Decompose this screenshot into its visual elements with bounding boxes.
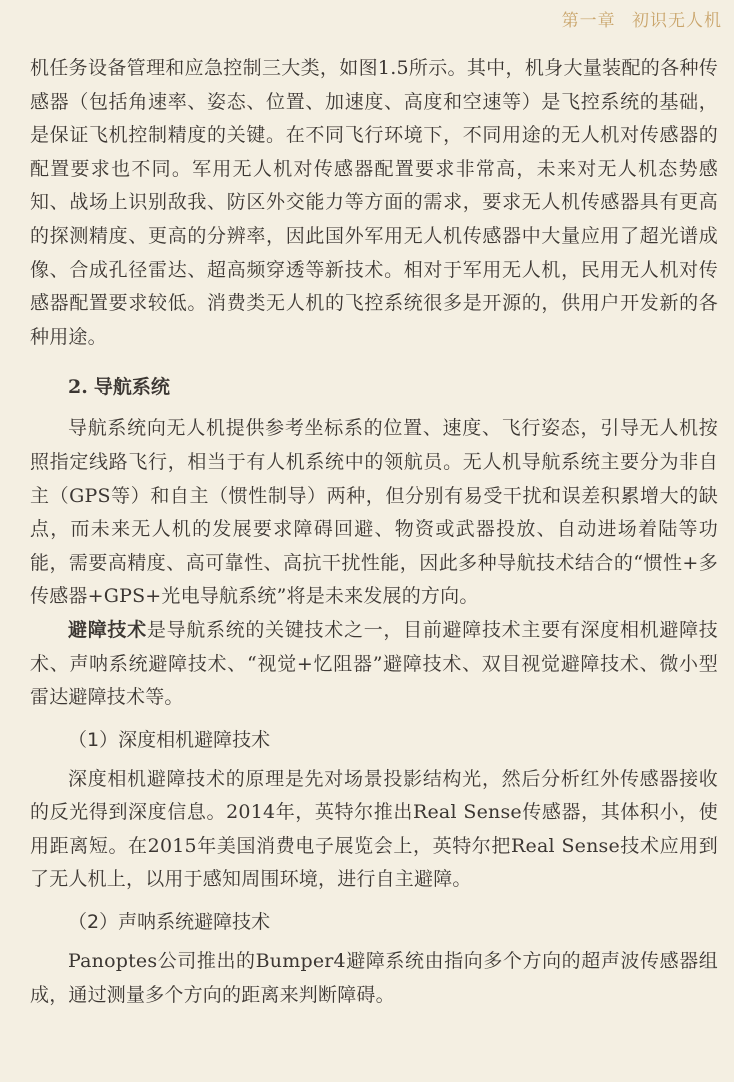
paragraph-obstacle-avoidance-text: 是导航系统的关键技术之一，目前避障技术主要有深度相机避障技术、声呐系统避障技术、“视觉+忆阻器”避障技术、双目视觉避障技术、微小型雷达避障技术等。: [30, 618, 718, 709]
paragraph-obstacle-avoidance: [30, 614, 718, 715]
chapter-number: 第一章: [561, 11, 616, 31]
paragraph-depth-camera: 深度相机避障技术的原理是先对场景投影结构光，然后分析红外传感器接收的反光得到深度信息。2014年，英特尔推出Real Sense传感器，其体积小，使用距离短。在2015年美国消费电子展览会上，英特尔把Real Sense技术应用到了无人机上，以用于感知周围环境，进行自主避障。: [30, 767, 718, 891]
subheading-sonar: （2）声呐系统避障技术: [68, 911, 271, 934]
paragraph-flight-control-sensors: 机任务设备管理和应急控制三大类，如图1.5所示。其中，机身大量装配的各种传感器（包括角速率、姿态、位置、加速度、高度和空速等）是飞控系统的基础，是保证飞机控制精度的关键。在不同飞行环境下，不同用途的无人机对传感器的配置要求也不同。军用无人机对传感器配置要求非常高，未来对无人机态势感知、战场上识别敌我、防区外交能力等方面的需求，要求无人机传感器具有更高的探测精度、更高的分辨率，因此国外军用无人机传感器中大量应用了超光谱成像、合成孔径雷达、超高频穿透等新技术。相对于军用无人机，民用无人机对传感器配置要求较低。消费类无人机的飞控系统很多是开源的，供用户开发新的各种用途。: [30, 57, 718, 348]
section-heading-navigation: [68, 372, 718, 402]
subheading-depth-camera: （1）深度相机避障技术: [68, 728, 271, 751]
chapter-title: 初识无人机: [632, 11, 722, 31]
paragraph-navigation-system: 导航系统向无人机提供参考坐标系的位置、速度、飞行姿态，引导无人机按照指定线路飞行，相当于有人机系统中的领航员。无人机导航系统主要分为非自主（GPS等）和自主（惯性制导）两种，但分别有易受干扰和误差积累增大的缺点，而未来无人机的发展要求障碍回避、物资或武器投放、自动进场着陆等功能，需要高精度、高可靠性、高抗干扰性能，因此多种导航技术结合的“惯性+多传感器+GPS+光电导航系统”将是未来发展的方向。: [30, 417, 718, 608]
paragraph-sonar: Panoptes公司推出的Bumper4避障系统由指向多个方向的超声波传感器组成，通过测量多个方向的距离来判断障碍。: [30, 950, 718, 1006]
page-content: [30, 52, 718, 1012]
section-title: 导航系统: [93, 376, 170, 399]
section-number: 2.: [68, 376, 88, 399]
term-obstacle-avoidance: 避障技术: [68, 618, 147, 641]
running-head: [552, 6, 722, 31]
